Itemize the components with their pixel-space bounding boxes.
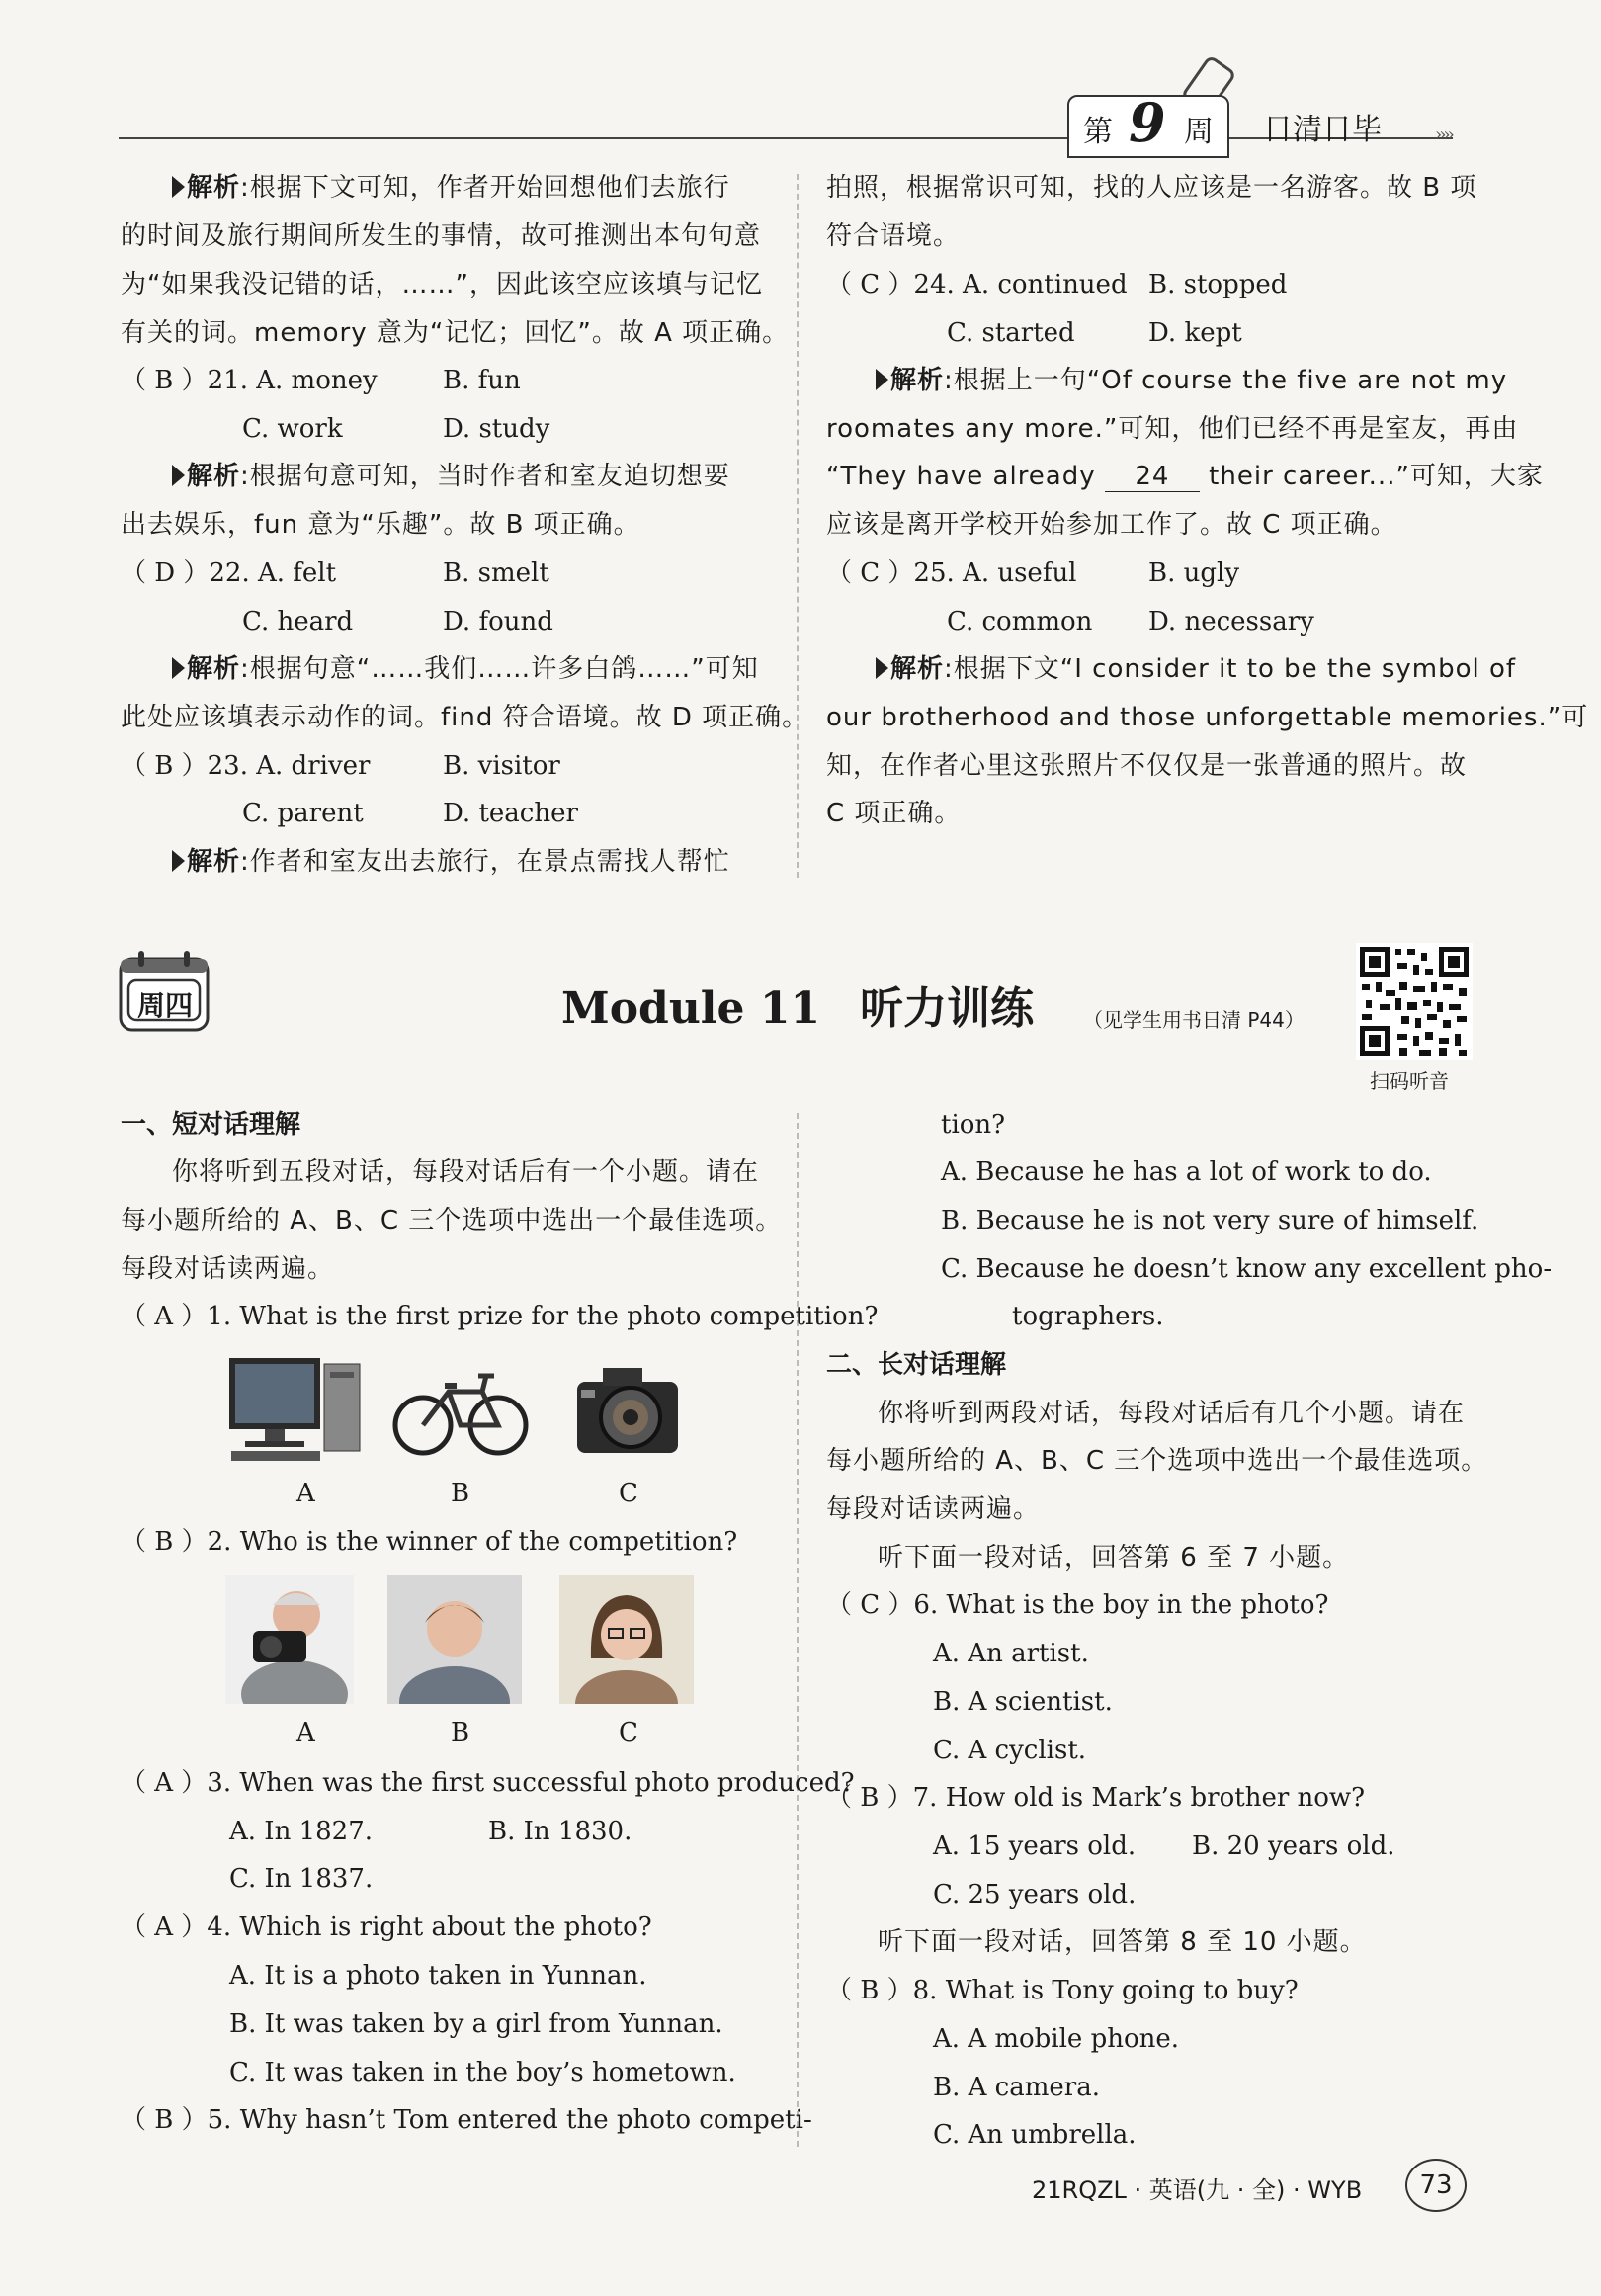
week-prefix: 第 bbox=[1083, 115, 1113, 149]
qr-label: 扫码听音 bbox=[1370, 1069, 1449, 1093]
option-d: D. found bbox=[443, 607, 553, 637]
day-badge-label: 周四 bbox=[137, 989, 194, 1022]
blank-line: “They have already 24 their career...”可知，大家 bbox=[826, 462, 1544, 491]
option-a: A. In 1827. bbox=[229, 1817, 374, 1846]
intro-line: 每段对话读两遍。 bbox=[121, 1254, 335, 1284]
option-b: B. fun bbox=[443, 366, 521, 395]
question-25: （ C ）25. A. useful bbox=[826, 558, 1077, 588]
bicycle-picture bbox=[391, 1356, 530, 1463]
option-d: D. teacher bbox=[443, 799, 578, 828]
qr-code-icon[interactable] bbox=[1356, 943, 1473, 1060]
triangle-bullet-icon bbox=[172, 657, 185, 679]
section-title: 一、短对话理解 bbox=[121, 1110, 301, 1140]
text-line: 有关的词。memory 意为“记忆；回忆”。故 A 项正确。 bbox=[121, 318, 790, 348]
question-22: （ D ）22. A. felt bbox=[121, 558, 337, 588]
question-23: （ B ）23. A. driver bbox=[121, 751, 371, 781]
column-divider-top bbox=[797, 174, 799, 878]
module-reference: （见学生用书日清 P44） bbox=[1083, 1008, 1305, 1032]
week-suffix: 周 bbox=[1184, 115, 1214, 149]
analysis-line: 解析:根据句意可知，当时作者和室友迫切想要 bbox=[172, 457, 730, 496]
option-c-continued: tographers. bbox=[1012, 1302, 1164, 1331]
text-line: C 项正确。 bbox=[826, 799, 962, 828]
camera-picture bbox=[573, 1358, 682, 1457]
text-line: 知，在作者心里这张照片不仅仅是一张普通的照片。故 bbox=[826, 751, 1468, 781]
intro-line: 每段对话读两遍。 bbox=[826, 1494, 1041, 1524]
week-number: 9 bbox=[1129, 91, 1166, 154]
picture-label-b: B bbox=[451, 1479, 470, 1508]
chevron-right-icon: ›››› bbox=[1435, 125, 1452, 145]
footer-code: 21RQZL · 英语(九 · 全) · WYB bbox=[1032, 2176, 1363, 2204]
analysis-line: 解析:根据上一句“Of course the five are not my bbox=[876, 361, 1507, 400]
option-a: A. It is a photo taken in Yunnan. bbox=[229, 1961, 647, 1991]
option-c: C. In 1837. bbox=[229, 1864, 374, 1894]
analysis-line: 解析:根据句意“……我们……许多白鸽……”可知 bbox=[172, 649, 759, 689]
option-b: B. visitor bbox=[443, 751, 560, 781]
text-line: 为“如果我没记错的话，……”，因此该空应该填与记忆 bbox=[121, 270, 763, 299]
option-c: C. A cyclist. bbox=[933, 1736, 1087, 1765]
module-title: Module 11 听力训练 bbox=[561, 983, 1035, 1034]
intro-line: 每小题所给的 A、B、C 三个选项中选出一个最佳选项。 bbox=[826, 1446, 1488, 1476]
page-number: 73 bbox=[1405, 2159, 1467, 2212]
text-line: 此处应该填表示动作的词。find 符合语境。故 D 项正确。 bbox=[121, 703, 809, 732]
option-d: D. kept bbox=[1148, 318, 1242, 348]
text-line: 的时间及旅行期间所发生的事情，故可推测出本句句意 bbox=[121, 221, 762, 251]
picture-label-a: A bbox=[296, 1718, 315, 1747]
option-b: B. A scientist. bbox=[933, 1687, 1113, 1717]
option-c: C. started bbox=[947, 318, 1075, 348]
column-divider-bottom bbox=[797, 1113, 799, 2147]
option-c: C. Because he doesn’t know any excellent pho- bbox=[941, 1254, 1553, 1284]
triangle-bullet-icon bbox=[172, 465, 185, 486]
picture-label-a: A bbox=[296, 1479, 315, 1508]
option-c: C. An umbrella. bbox=[933, 2120, 1137, 2150]
analysis-line: 解析:根据下文“I consider it to be the symbol of bbox=[876, 649, 1516, 689]
intro-line: 每小题所给的 A、B、C 三个选项中选出一个最佳选项。 bbox=[121, 1206, 783, 1235]
option-c: C. work bbox=[242, 414, 343, 444]
computer-picture bbox=[225, 1354, 364, 1465]
question-3: （ A ）3. When was the first successful photo produced? bbox=[121, 1768, 855, 1798]
text-line: 拍照，根据常识可知，找的人应该是一名游客。故 B 项 bbox=[826, 173, 1477, 203]
picture-label-c: C bbox=[619, 1479, 638, 1508]
option-c: C. 25 years old. bbox=[933, 1880, 1137, 1910]
analysis-line: 解析:根据下文可知，作者开始回想他们去旅行 bbox=[172, 168, 730, 208]
question-6: （ C ）6. What is the boy in the photo? bbox=[826, 1590, 1329, 1620]
option-b: B. In 1830. bbox=[488, 1817, 632, 1846]
picture-label-b: B bbox=[451, 1718, 470, 1747]
dialogue-instruction: 听下面一段对话，回答第 8 至 10 小题。 bbox=[878, 1927, 1367, 1957]
header-slogan: 日清日毕 bbox=[1263, 113, 1382, 147]
option-b: B. stopped bbox=[1148, 270, 1288, 299]
text-line: 出去娱乐，fun 意为“乐趣”。故 B 项正确。 bbox=[121, 510, 640, 540]
option-a: A. 15 years old. bbox=[933, 1831, 1137, 1861]
text-line: roomates any more.”可知，他们已经不再是室友，再由 bbox=[826, 414, 1519, 444]
old-man-with-camera-picture bbox=[225, 1575, 354, 1704]
option-a: A. An artist. bbox=[933, 1639, 1089, 1668]
option-a: A. Because he has a lot of work to do. bbox=[941, 1157, 1432, 1187]
option-b: B. 20 years old. bbox=[1192, 1831, 1395, 1861]
text-line: 符合语境。 bbox=[826, 221, 961, 251]
triangle-bullet-icon bbox=[172, 850, 185, 872]
option-a: A. A mobile phone. bbox=[933, 2024, 1180, 2054]
text-line: 应该是离开学校开始参加工作了。故 C 项正确。 bbox=[826, 510, 1397, 540]
question-8: （ B ）8. What is Tony going to buy? bbox=[826, 1976, 1299, 2005]
option-b: B. A camera. bbox=[933, 2073, 1100, 2102]
question-5: （ B ）5. Why hasn’t Tom entered the photo competi- bbox=[121, 2105, 812, 2135]
question-4: （ A ）4. Which is right about the photo? bbox=[121, 1913, 652, 1942]
section-title: 二、长对话理解 bbox=[826, 1350, 1007, 1380]
option-c: C. parent bbox=[242, 799, 364, 828]
day-badge bbox=[119, 949, 210, 1032]
option-c: C. heard bbox=[242, 607, 354, 637]
option-b: B. It was taken by a girl from Yunnan. bbox=[229, 2009, 723, 2039]
boy-picture bbox=[387, 1575, 522, 1704]
question-2: （ B ）2. Who is the winner of the competition? bbox=[121, 1527, 738, 1557]
dialogue-instruction: 听下面一段对话，回答第 6 至 7 小题。 bbox=[878, 1543, 1350, 1573]
option-d: D. study bbox=[443, 414, 550, 444]
triangle-bullet-icon bbox=[876, 369, 888, 390]
intro-line: 你将听到五段对话，每段对话后有一个小题。请在 bbox=[172, 1157, 760, 1187]
woman-picture bbox=[559, 1575, 694, 1704]
triangle-bullet-icon bbox=[876, 657, 888, 679]
option-d: D. necessary bbox=[1148, 607, 1314, 637]
option-b: B. ugly bbox=[1148, 558, 1240, 588]
question-7: （ B ）7. How old is Mark’s brother now? bbox=[826, 1783, 1366, 1813]
analysis-line: 解析:作者和室友出去旅行，在景点需找人帮忙 bbox=[172, 842, 730, 882]
question-5-continued: tion? bbox=[941, 1110, 1006, 1140]
week-badge bbox=[1067, 91, 1229, 158]
question-1: （ A ）1. What is the first prize for the photo competition? bbox=[121, 1302, 879, 1331]
option-b: B. Because he is not very sure of himself. bbox=[941, 1206, 1479, 1235]
option-c: C. It was taken in the boy’s hometown. bbox=[229, 2058, 736, 2087]
picture-label-c: C bbox=[619, 1718, 638, 1747]
answer-blank: 24 bbox=[1105, 462, 1200, 492]
question-24: （ C ）24. A. continued bbox=[826, 270, 1128, 299]
text-line: our brotherhood and those unforgettable memories.”可 bbox=[826, 703, 1589, 732]
intro-line: 你将听到两段对话，每段对话后有几个小题。请在 bbox=[878, 1399, 1466, 1428]
option-b: B. smelt bbox=[443, 558, 549, 588]
option-c: C. common bbox=[947, 607, 1093, 637]
header-rule bbox=[119, 137, 1453, 139]
triangle-bullet-icon bbox=[172, 176, 185, 198]
question-21: （ B ）21. A. money bbox=[121, 366, 378, 395]
